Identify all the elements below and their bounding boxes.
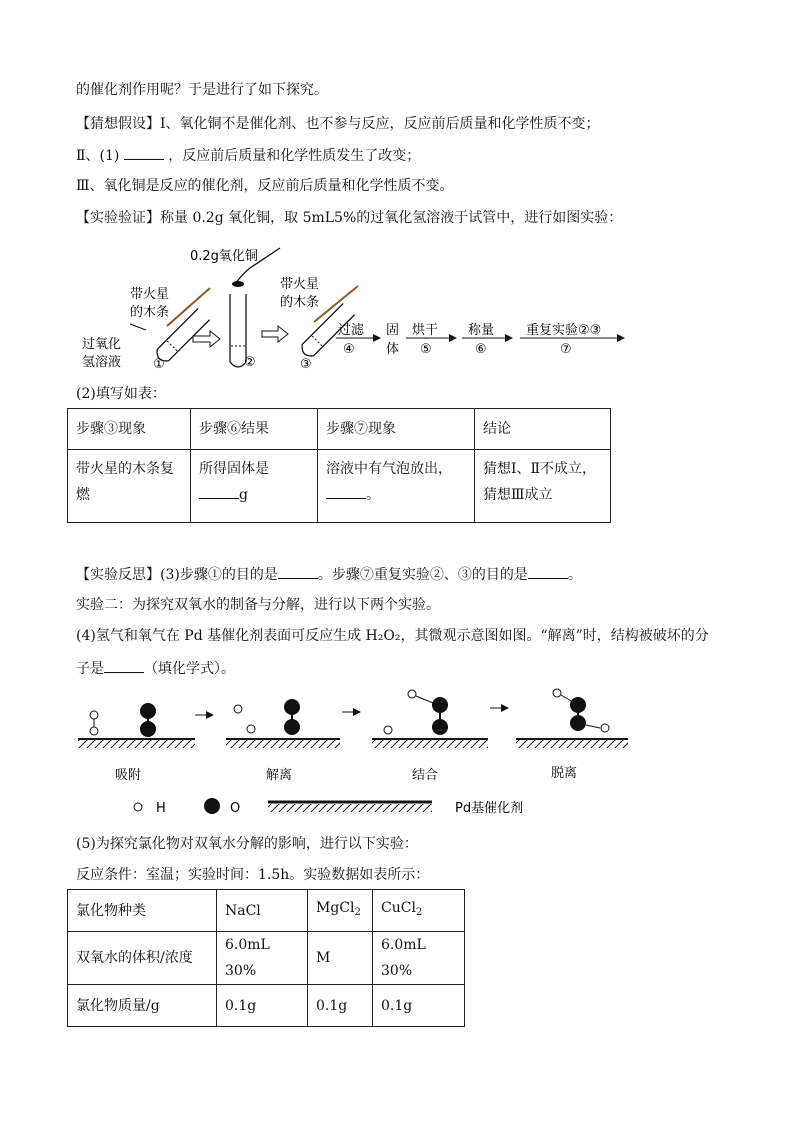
h2o2-label-b: 氢溶液 xyxy=(82,355,122,370)
exp2-text: 实验二：为探究双氧水的制备与分解，进行以下两个实验。 xyxy=(76,597,440,613)
step-7-label: 重复实验②③ xyxy=(526,323,602,338)
hypothesis-3: Ⅲ、氧化铜是反应的催化剂，反应前后质量和化学性质不变。 xyxy=(76,178,454,194)
q3-text: 【实验反思】(3)步骤①的目的是 。步骤⑦重复实验②、③的目的是 。 xyxy=(76,564,582,585)
intro-text: 的催化剂作用呢？于是进行了如下探究。 xyxy=(76,82,328,98)
results-table xyxy=(67,408,611,523)
step-4-num: ④ xyxy=(343,342,355,357)
answer-blank-q3a[interactable] xyxy=(278,564,318,579)
t2-r3c4: 0.1g xyxy=(373,985,465,1027)
t2-r1c2: NaCl xyxy=(217,890,308,932)
splint-label-3a: 带火星 xyxy=(280,277,320,292)
cuo-powder-icon xyxy=(232,281,244,287)
answer-blank-q3b[interactable] xyxy=(528,564,568,579)
t2-r3c3: 0.1g xyxy=(308,985,373,1027)
cuo-label: 0.2g氧化铜 xyxy=(190,249,258,264)
splint-1-icon xyxy=(167,288,210,326)
legend-h-icon xyxy=(134,803,142,811)
hyp2-suffix: ，反应前后质量和化学性质发生了改变； xyxy=(168,148,421,164)
t1-h4: 结论 xyxy=(475,409,611,450)
label-adsorption: 吸附 xyxy=(115,768,142,783)
hypothesis-2 xyxy=(76,145,420,166)
step-2-num: ② xyxy=(244,355,256,370)
q5-text: (5)为探究氯化物对双氧水分解的影响，进行以下实验： xyxy=(76,836,418,852)
t1-c2: 所得固体是 g xyxy=(191,450,318,523)
t2-r2c2: 6.0mL 30% xyxy=(217,932,308,985)
step-7-num: ⑦ xyxy=(560,342,572,357)
step-4-label: 过滤 xyxy=(338,323,365,338)
splint-label-1b: 的木条 xyxy=(130,305,170,320)
stage-dissociation xyxy=(226,699,340,748)
legend-o: O xyxy=(230,801,241,816)
t2-r2c3: M xyxy=(308,932,373,985)
hyp2-prefix: Ⅱ、(1) xyxy=(76,148,120,164)
t1-h3: 步骤⑦现象 xyxy=(318,409,475,450)
q4-text-line1: (4)氢气和氧气在 Pd 基催化剂表面可反应生成 H₂O₂，其微观示意图如图。“解离”时，结构被破坏的分 xyxy=(76,628,709,644)
solid-label-a: 固 xyxy=(386,323,400,338)
splint-3-icon xyxy=(314,286,358,322)
conditions-text: 反应条件：室温；实验时间：1.5h。实验数据如表所示： xyxy=(76,867,430,883)
step-5-label: 烘干 xyxy=(412,323,439,338)
hollow-arrow-1 xyxy=(193,331,220,347)
chloride-table xyxy=(67,889,465,1027)
step-6-num: ⑥ xyxy=(475,342,487,357)
q2-text: (2)填写如表： xyxy=(76,386,166,402)
experiment-figure xyxy=(70,238,640,378)
t1-c1: 带火星的木条复 燃 xyxy=(68,450,191,523)
splint-label-3b: 的木条 xyxy=(280,295,320,310)
t2-r1c1: 氯化物种类 xyxy=(68,890,217,932)
legend-o-icon xyxy=(204,798,220,814)
hollow-arrow-2 xyxy=(262,326,288,342)
t1-c4: 猜想Ⅰ、Ⅱ不成立， 猜想Ⅲ成立 xyxy=(475,450,611,523)
verify-text: 【实验验证】称量 0.2g 氧化铜，取 5mL5%的过氧化氢溶液于试管中，进行如图实验： xyxy=(76,210,623,226)
stage-combination xyxy=(372,690,488,748)
label-dissociation: 解离 xyxy=(266,768,293,783)
hypothesis-1: 【猜想假设】Ⅰ、氧化铜不是催化剂、也不参与反应，反应前后质量和化学性质不变； xyxy=(76,116,600,132)
t2-r1c3: MgCl$_2$ xyxy=(308,890,373,932)
t2-r3c1: 氯化物质量/g xyxy=(68,985,217,1027)
legend-h: H xyxy=(156,801,166,816)
answer-blank-phenomenon[interactable] xyxy=(326,484,366,499)
step-5-num: ⑤ xyxy=(420,342,432,357)
step-1-num: ① xyxy=(153,357,165,372)
t1-h1: 步骤③现象 xyxy=(68,409,191,450)
q4-text-line2: 子是 （填化学式）。 xyxy=(76,658,235,679)
t1-h2: 步骤⑥结果 xyxy=(191,409,318,450)
label-desorption: 脱离 xyxy=(551,766,578,781)
t2-r1c4: CuCl$_2$ xyxy=(373,890,465,932)
t2-r3c2: 0.1g xyxy=(217,985,308,1027)
t2-r2c1: 双氧水的体积/浓度 xyxy=(68,932,217,985)
t2-r2c4: 6.0mL 30% xyxy=(373,932,465,985)
answer-blank-q4[interactable] xyxy=(104,658,144,673)
t1-c3: 溶液中有气泡放出， 。 xyxy=(318,450,475,523)
step-6-label: 称量 xyxy=(468,323,495,338)
solid-label-b: 体 xyxy=(386,342,400,357)
h2o2-label-a: 过氧化 xyxy=(82,337,122,352)
splint-label-1a: 带火星 xyxy=(130,287,170,302)
stage-desorption xyxy=(516,689,628,748)
microscopic-diagram xyxy=(70,685,640,820)
legend-catalyst: Pd基催化剂 xyxy=(455,801,524,816)
label-combination: 结合 xyxy=(412,768,439,783)
splint-leader xyxy=(130,324,146,330)
answer-blank-mass[interactable] xyxy=(199,484,239,499)
answer-blank-1[interactable] xyxy=(124,145,164,160)
stage-adsorption xyxy=(78,703,195,748)
step-3-num: ③ xyxy=(300,357,312,372)
